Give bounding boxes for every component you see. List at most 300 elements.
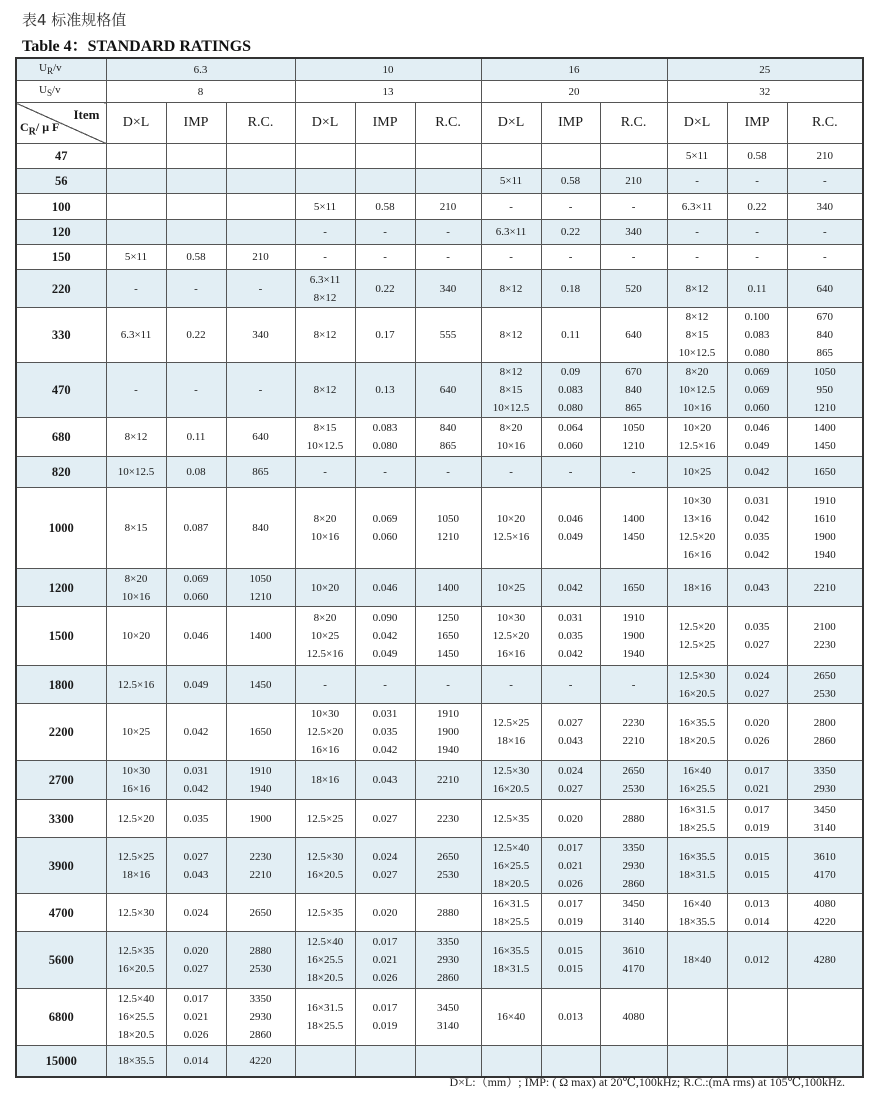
impedance-value: 0.069 0.060: [355, 488, 415, 569]
ripple-current-value: 2650: [226, 894, 295, 932]
ripple-current-value: 210: [600, 169, 667, 194]
impedance-value: [355, 144, 415, 169]
size-dxl: -: [481, 457, 541, 488]
capacitance-value: 220: [16, 270, 106, 308]
size-dxl: 12.5×40 16×25.5 18×20.5: [106, 989, 166, 1046]
capacitance-value: 680: [16, 418, 106, 457]
size-dxl: 10×30 13×16 12.5×20 16×16: [667, 488, 727, 569]
ripple-current-value: 2230: [415, 800, 481, 838]
ripple-current-value: [415, 144, 481, 169]
size-dxl: 10×20 12.5×16: [667, 418, 727, 457]
impedance-value: 0.17: [355, 308, 415, 363]
impedance-value: -: [166, 270, 226, 308]
impedance-value: 0.09 0.083 0.080: [541, 363, 600, 418]
ripple-current-value: 1900: [226, 800, 295, 838]
ripple-current-value: 2650 2530: [415, 838, 481, 894]
impedance-value: 0.017 0.021 0.026: [355, 932, 415, 989]
size-dxl: 18×35.5: [106, 1046, 166, 1078]
size-dxl: 10×20 12.5×16: [481, 488, 541, 569]
size-dxl: 5×11: [106, 245, 166, 270]
ripple-current-value: 520: [600, 270, 667, 308]
impedance-value: 0.042: [541, 569, 600, 607]
capacitance-value: 1500: [16, 607, 106, 666]
ripple-current-value: 3450 3140: [600, 894, 667, 932]
ripple-current-value: -: [787, 245, 863, 270]
size-dxl: 12.5×16: [106, 666, 166, 704]
impedance-value: 0.11: [727, 270, 787, 308]
size-dxl: 12.5×35: [295, 894, 355, 932]
impedance-value: 0.024 0.027: [541, 761, 600, 800]
size-dxl: -: [481, 666, 541, 704]
ripple-current-value: 1650: [787, 457, 863, 488]
ripple-current-value: 1650: [226, 704, 295, 761]
impedance-value: 0.069 0.069 0.060: [727, 363, 787, 418]
size-dxl: 12.5×40 16×25.5 18×20.5: [295, 932, 355, 989]
impedance-value: 0.035: [166, 800, 226, 838]
impedance-value: 0.020: [355, 894, 415, 932]
ripple-current-value: 670 840 865: [787, 308, 863, 363]
size-dxl: 8×12: [667, 270, 727, 308]
impedance-value: 0.014: [166, 1046, 226, 1078]
rated-voltage-label: $U_R/v$: [16, 58, 106, 81]
size-dxl: 16×40 16×25.5: [667, 761, 727, 800]
impedance-value: 0.043: [355, 761, 415, 800]
size-dxl: 5×11: [481, 169, 541, 194]
ripple-current-value: 3610 4170: [600, 932, 667, 989]
impedance-value: 0.017 0.021 0.026: [541, 838, 600, 894]
ripple-current-value: 1400 1450: [787, 418, 863, 457]
ripple-current-value: 2880: [415, 894, 481, 932]
ripple-current-value: 2100 2230: [787, 607, 863, 666]
impedance-value: 0.090 0.042 0.049: [355, 607, 415, 666]
ripple-current-value: 2880: [600, 800, 667, 838]
ripple-current-value: [226, 144, 295, 169]
ripple-current-value: 555: [415, 308, 481, 363]
ripple-current-value: 4220: [226, 1046, 295, 1078]
ripple-current-value: 2210: [787, 569, 863, 607]
table-row: [16, 220, 863, 245]
ripple-current-value: 1400: [226, 607, 295, 666]
rated-voltage-3: 25: [667, 58, 863, 81]
ripple-current-value: 640: [415, 363, 481, 418]
size-dxl: 18×16: [295, 761, 355, 800]
size-dxl: 16×40: [481, 989, 541, 1046]
ripple-current-value: 640: [600, 308, 667, 363]
size-dxl: 12.5×30: [106, 894, 166, 932]
impedance-value: 0.017 0.019: [727, 800, 787, 838]
impedance-value: [166, 169, 226, 194]
ripple-current-value: [415, 169, 481, 194]
ripple-current-value: 2210: [415, 761, 481, 800]
size-dxl: 8×15: [106, 488, 166, 569]
table-row: [16, 569, 863, 607]
ripple-current-value: 2230 2210: [600, 704, 667, 761]
capacitance-value: 330: [16, 308, 106, 363]
size-dxl: 16×31.5 18×25.5: [667, 800, 727, 838]
ripple-current-value: 1650: [600, 569, 667, 607]
size-dxl: 12.5×40 16×25.5 18×20.5: [481, 838, 541, 894]
capacitance-value: 1200: [16, 569, 106, 607]
impedance-value: 0.043: [727, 569, 787, 607]
ripple-current-value: -: [415, 666, 481, 704]
surge-voltage-1: 13: [295, 81, 481, 103]
size-dxl: -: [106, 363, 166, 418]
size-dxl: 16×40 18×35.5: [667, 894, 727, 932]
impedance-value: 0.046 0.049: [727, 418, 787, 457]
capacitance-value: 4700: [16, 894, 106, 932]
ripple-current-value: -: [415, 457, 481, 488]
impedance-value: 0.58: [355, 194, 415, 220]
impedance-value: 0.012: [727, 932, 787, 989]
ripple-current-value: 865: [226, 457, 295, 488]
size-dxl: 8×20 10×16: [481, 418, 541, 457]
size-dxl: [106, 220, 166, 245]
impedance-value: 0.087: [166, 488, 226, 569]
size-dxl: 16×31.5 18×25.5: [295, 989, 355, 1046]
impedance-value: 0.22: [727, 194, 787, 220]
capacitance-value: 3900: [16, 838, 106, 894]
size-dxl: -: [295, 457, 355, 488]
size-dxl: 12.5×20 12.5×25: [667, 607, 727, 666]
size-dxl: 8×12 8×15 10×12.5: [667, 308, 727, 363]
impedance-value: 0.58: [541, 169, 600, 194]
impedance-value: 0.100 0.083 0.080: [727, 308, 787, 363]
ripple-current-value: 4080: [600, 989, 667, 1046]
surge-voltage-2: 20: [481, 81, 667, 103]
impedance-value: -: [166, 363, 226, 418]
size-dxl: 10×30 12.5×20 16×16: [295, 704, 355, 761]
table-row: [16, 989, 863, 1046]
impedance-value: 0.58: [727, 144, 787, 169]
capacitance-value: 820: [16, 457, 106, 488]
size-dxl: 10×20: [106, 607, 166, 666]
impedance-value: 0.042: [166, 704, 226, 761]
capacitance-value: 3300: [16, 800, 106, 838]
size-dxl: 6.3×11 8×12: [295, 270, 355, 308]
sub-col-rc: R.C.: [787, 103, 863, 144]
impedance-value: 0.046: [166, 607, 226, 666]
ripple-current-value: 340: [600, 220, 667, 245]
ripple-current-value: 210: [226, 245, 295, 270]
ripple-current-value: 670 840 865: [600, 363, 667, 418]
capacitance-label: $C_R/$ μ F: [20, 119, 60, 138]
ripple-current-value: 2230 2210: [226, 838, 295, 894]
capacitance-value: 56: [16, 169, 106, 194]
size-dxl: [106, 169, 166, 194]
impedance-value: 0.024 0.027: [727, 666, 787, 704]
size-dxl: 8×20 10×12.5 10×16: [667, 363, 727, 418]
ripple-current-value: 340: [226, 308, 295, 363]
ripple-current-value: 3450 3140: [787, 800, 863, 838]
rated-voltage-1: 10: [295, 58, 481, 81]
item-capacitance-header: [16, 103, 106, 144]
impedance-value: 0.069 0.060: [166, 569, 226, 607]
size-dxl: -: [667, 245, 727, 270]
size-dxl: 12.5×35 16×20.5: [106, 932, 166, 989]
surge-voltage-0: 8: [106, 81, 295, 103]
ripple-current-value: 210: [787, 144, 863, 169]
table-row: [16, 245, 863, 270]
ripple-current-value: 3350 2930 2860: [226, 989, 295, 1046]
ripple-current-value: -: [787, 220, 863, 245]
size-dxl: -: [295, 245, 355, 270]
ripple-current-value: 640: [226, 418, 295, 457]
sub-col-rc: R.C.: [415, 103, 481, 144]
impedance-value: 0.11: [166, 418, 226, 457]
impedance-value: 0.027: [355, 800, 415, 838]
table-row: [16, 270, 863, 308]
impedance-value: [355, 1046, 415, 1078]
size-dxl: -: [667, 220, 727, 245]
capacitance-value: 47: [16, 144, 106, 169]
size-dxl: 8×12: [481, 308, 541, 363]
rated-voltage-0: 6.3: [106, 58, 295, 81]
table-row: [16, 363, 863, 418]
size-dxl: 6.3×11: [481, 220, 541, 245]
impedance-value: 0.027 0.043: [541, 704, 600, 761]
ripple-current-value: 1050 1210: [600, 418, 667, 457]
size-dxl: 10×20: [295, 569, 355, 607]
sub-col-imp: IMP: [355, 103, 415, 144]
size-dxl: 8×20 10×25 12.5×16: [295, 607, 355, 666]
impedance-value: [166, 144, 226, 169]
capacitance-value: 150: [16, 245, 106, 270]
size-dxl: [667, 989, 727, 1046]
ripple-current-value: [226, 169, 295, 194]
size-dxl: [481, 144, 541, 169]
ripple-current-value: 3450 3140: [415, 989, 481, 1046]
ripple-current-value: 1910 1900 1940: [415, 704, 481, 761]
impedance-value: 0.031 0.042: [166, 761, 226, 800]
table-row: [16, 169, 863, 194]
impedance-value: 0.08: [166, 457, 226, 488]
size-dxl: 8×20 10×16: [106, 569, 166, 607]
ripple-current-value: 2650 2530: [787, 666, 863, 704]
ripple-current-value: 1910 1900 1940: [600, 607, 667, 666]
impedance-value: 0.046 0.049: [541, 488, 600, 569]
ripple-current-value: 1400: [415, 569, 481, 607]
size-dxl: 18×40: [667, 932, 727, 989]
ripple-current-value: 1400 1450: [600, 488, 667, 569]
item-label: Item: [73, 107, 100, 123]
impedance-value: [727, 989, 787, 1046]
impedance-value: 0.22: [355, 270, 415, 308]
impedance-value: 0.031 0.035 0.042: [355, 704, 415, 761]
ripple-current-value: [226, 194, 295, 220]
table-title-chinese: 表4 标准规格值: [22, 11, 127, 29]
table-title-english: Table 4：STANDARD RATINGS: [22, 38, 252, 55]
size-dxl: 12.5×25: [295, 800, 355, 838]
size-dxl: 18×16: [667, 569, 727, 607]
impedance-value: 0.18: [541, 270, 600, 308]
impedance-value: 0.11: [541, 308, 600, 363]
impedance-value: 0.049: [166, 666, 226, 704]
size-dxl: 10×30 12.5×20 16×16: [481, 607, 541, 666]
size-dxl: 10×30 16×16: [106, 761, 166, 800]
ripple-current-value: 340: [787, 194, 863, 220]
size-dxl: -: [481, 245, 541, 270]
impedance-value: 0.083 0.080: [355, 418, 415, 457]
ripple-current-value: 3610 4170: [787, 838, 863, 894]
capacitance-value: 2200: [16, 704, 106, 761]
capacitance-value: 120: [16, 220, 106, 245]
ripple-current-value: 1910 1610 1900 1940: [787, 488, 863, 569]
impedance-value: 0.015 0.015: [727, 838, 787, 894]
ripple-current-value: -: [226, 270, 295, 308]
size-dxl: -: [295, 666, 355, 704]
impedance-value: -: [355, 666, 415, 704]
sub-col-dxl: D×L: [481, 103, 541, 144]
impedance-value: -: [355, 245, 415, 270]
size-dxl: [295, 169, 355, 194]
impedance-value: -: [541, 194, 600, 220]
size-dxl: 16×35.5 18×31.5: [481, 932, 541, 989]
impedance-value: 0.22: [541, 220, 600, 245]
impedance-value: 0.042: [727, 457, 787, 488]
impedance-value: 0.035 0.027: [727, 607, 787, 666]
ripple-current-value: 1050 1210: [226, 569, 295, 607]
ripple-current-value: 4080 4220: [787, 894, 863, 932]
impedance-value: 0.013 0.014: [727, 894, 787, 932]
table-row: [16, 308, 863, 363]
size-dxl: [106, 194, 166, 220]
size-dxl: 8×12: [106, 418, 166, 457]
table-row: [16, 666, 863, 704]
impedance-value: -: [541, 457, 600, 488]
impedance-value: 0.027 0.043: [166, 838, 226, 894]
impedance-value: 0.013: [541, 989, 600, 1046]
impedance-value: -: [727, 169, 787, 194]
impedance-value: 0.020 0.026: [727, 704, 787, 761]
size-dxl: 16×35.5 18×31.5: [667, 838, 727, 894]
capacitance-value: 6800: [16, 989, 106, 1046]
table-row: [16, 838, 863, 894]
impedance-value: 0.031 0.042 0.035 0.042: [727, 488, 787, 569]
size-dxl: [106, 144, 166, 169]
ripple-current-value: 640: [787, 270, 863, 308]
sub-col-imp: IMP: [541, 103, 600, 144]
sub-col-imp: IMP: [727, 103, 787, 144]
table-row: [16, 457, 863, 488]
size-dxl: 10×25: [667, 457, 727, 488]
impedance-value: 0.58: [166, 245, 226, 270]
capacitance-value: 5600: [16, 932, 106, 989]
impedance-value: -: [355, 220, 415, 245]
ripple-current-value: 2800 2860: [787, 704, 863, 761]
size-dxl: 10×25: [481, 569, 541, 607]
size-dxl: 6.3×11: [106, 308, 166, 363]
impedance-value: [166, 220, 226, 245]
ripple-current-value: [787, 989, 863, 1046]
ripple-current-value: -: [600, 457, 667, 488]
impedance-value: 0.017 0.019: [541, 894, 600, 932]
size-dxl: -: [481, 194, 541, 220]
size-dxl: 12.5×30 16×20.5: [295, 838, 355, 894]
ripple-current-value: 210: [415, 194, 481, 220]
impedance-value: -: [727, 245, 787, 270]
impedance-value: [166, 194, 226, 220]
size-dxl: 12.5×30 16×20.5: [481, 761, 541, 800]
size-dxl: 10×12.5: [106, 457, 166, 488]
table-row: [16, 800, 863, 838]
ripple-current-value: 1050 1210: [415, 488, 481, 569]
table-row: [16, 194, 863, 220]
impedance-value: 0.020 0.027: [166, 932, 226, 989]
sub-col-dxl: D×L: [106, 103, 166, 144]
ripple-current-value: 3350 2930 2860: [600, 838, 667, 894]
impedance-value: 0.024: [166, 894, 226, 932]
capacitance-value: 100: [16, 194, 106, 220]
impedance-value: [541, 144, 600, 169]
table-row: [16, 894, 863, 932]
sub-col-imp: IMP: [166, 103, 226, 144]
ripple-current-value: 1910 1940: [226, 761, 295, 800]
impedance-value: 0.017 0.019: [355, 989, 415, 1046]
ripple-current-value: 840: [226, 488, 295, 569]
impedance-value: 0.017 0.021 0.026: [166, 989, 226, 1046]
sub-col-dxl: D×L: [667, 103, 727, 144]
sub-col-rc: R.C.: [600, 103, 667, 144]
ripple-current-value: [226, 220, 295, 245]
sub-col-rc: R.C.: [226, 103, 295, 144]
impedance-value: 0.017 0.021: [727, 761, 787, 800]
impedance-value: 0.064 0.060: [541, 418, 600, 457]
size-dxl: 5×11: [667, 144, 727, 169]
capacitance-value: 1000: [16, 488, 106, 569]
size-dxl: 12.5×30 16×20.5: [667, 666, 727, 704]
ripple-current-value: -: [600, 194, 667, 220]
ripple-current-value: -: [415, 220, 481, 245]
ripple-current-value: -: [226, 363, 295, 418]
size-dxl: -: [295, 220, 355, 245]
table-row: [16, 761, 863, 800]
size-dxl: 12.5×25 18×16: [481, 704, 541, 761]
table-row: [16, 418, 863, 457]
size-dxl: 8×12 8×15 10×12.5: [481, 363, 541, 418]
ripple-current-value: 1450: [226, 666, 295, 704]
ripple-current-value: -: [787, 169, 863, 194]
capacitance-value: 470: [16, 363, 106, 418]
size-dxl: 12.5×35: [481, 800, 541, 838]
impedance-value: 0.020: [541, 800, 600, 838]
size-dxl: 12.5×25 18×16: [106, 838, 166, 894]
table-row: [16, 704, 863, 761]
ripple-current-value: 2880 2530: [226, 932, 295, 989]
capacitance-value: 1800: [16, 666, 106, 704]
impedance-value: 0.024 0.027: [355, 838, 415, 894]
size-dxl: 8×20 10×16: [295, 488, 355, 569]
ripple-current-value: 3350 2930: [787, 761, 863, 800]
size-dxl: 10×25: [106, 704, 166, 761]
ripple-current-value: [600, 144, 667, 169]
capacitance-value: 15000: [16, 1046, 106, 1078]
size-dxl: 8×12: [295, 308, 355, 363]
impedance-value: -: [541, 245, 600, 270]
table-row: [16, 488, 863, 569]
ripple-current-value: 840 865: [415, 418, 481, 457]
ripple-current-value: 4280: [787, 932, 863, 989]
capacitance-value: 2700: [16, 761, 106, 800]
impedance-value: [355, 169, 415, 194]
ripple-current-value: 2650 2530: [600, 761, 667, 800]
size-dxl: 8×12: [481, 270, 541, 308]
size-dxl: 12.5×20: [106, 800, 166, 838]
ripple-current-value: -: [600, 245, 667, 270]
size-dxl: 8×12: [295, 363, 355, 418]
impedance-value: 0.031 0.035 0.042: [541, 607, 600, 666]
size-dxl: 8×15 10×12.5: [295, 418, 355, 457]
size-dxl: 5×11: [295, 194, 355, 220]
